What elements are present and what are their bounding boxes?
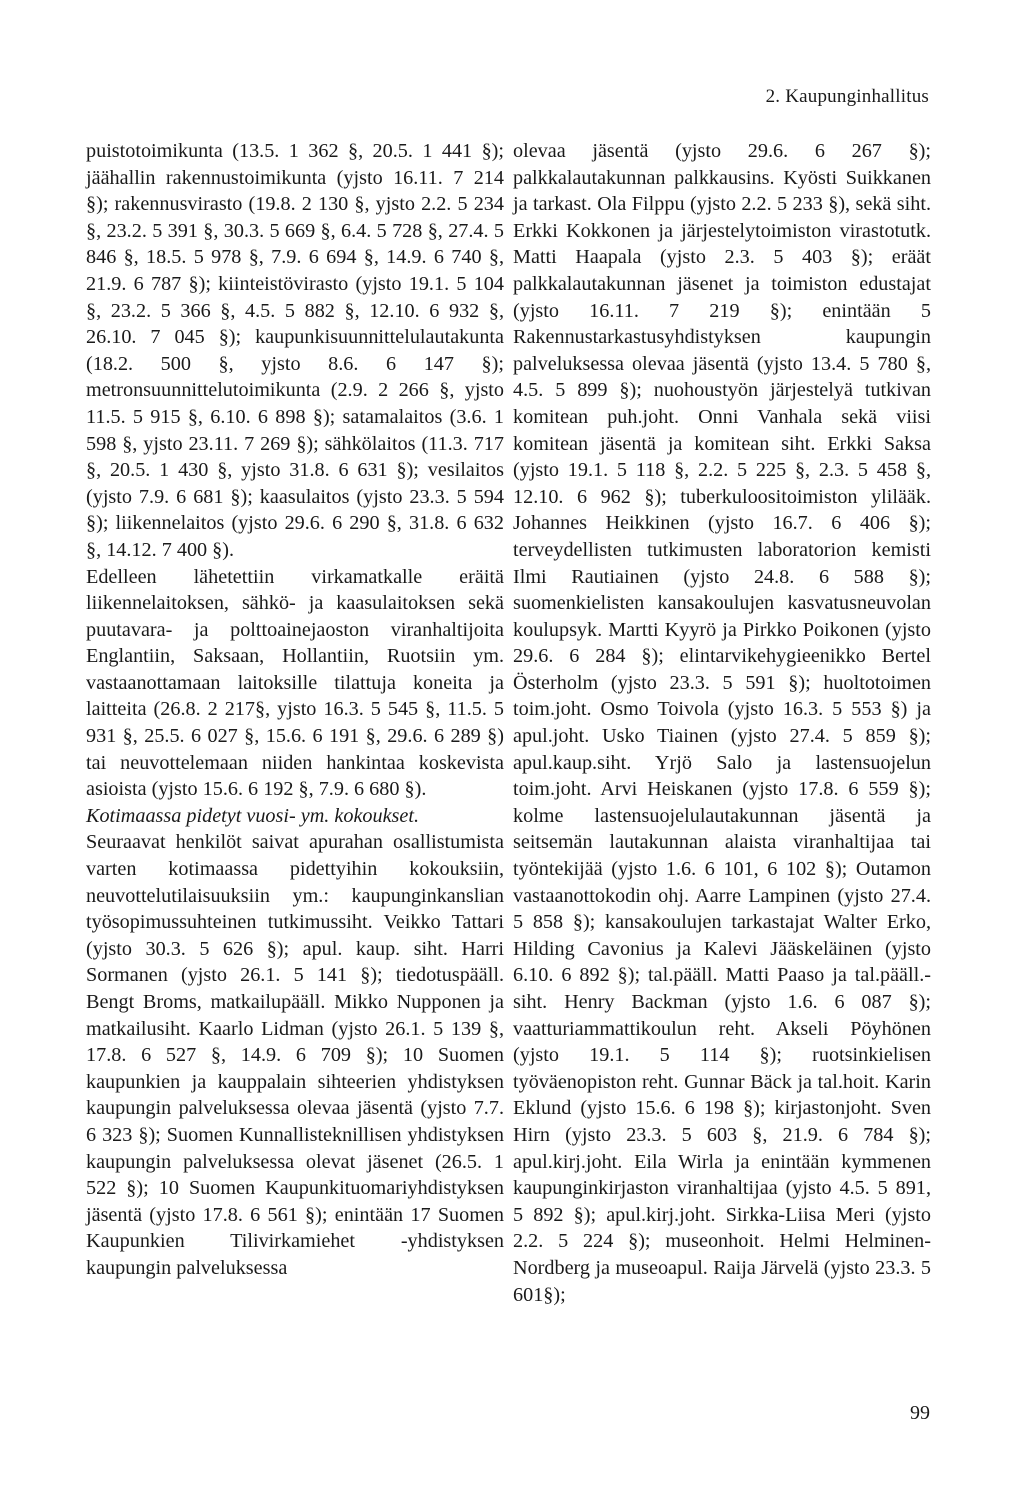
paragraph-grants-continued: olevaa jäsentä (yjsto 29.6. 6 267 §); palkkalautakunnan palkkausins. Kyösti Suikkanen ja tarkast. Ola Filppu (yjsto 2.2. 5 233 §), sekä siht. Erkki Kokkonen ja järjestelytoimiston virastotutk. Matti Haapala (yjsto 2.3. 5 403 §); eräät palkkalautakunnan jäsenet ja toimiston edustajat (yjsto 16.11. 7 219 §); enintään 5 Rakennustarkastusyhdistyksen kaupungin palveluksessa olevaa jäsentä (yjsto 13.4. 5 780 §, 4.5. 5 899 §); nuohoustyön järjestelyä tutkivan komitean puh.joht. Onni Vanhala sekä viisi komitean jäsentä ja komitean siht. Erkki Saksa (yjsto 19.1. 5 118 §, 2.2. 5 225 §, 2.3. 5 458 §, 12.10. 6 962 §); tuberkuloositoimiston ylilääk. Johannes Heikkinen (yjsto 16.7. 6 406 §); terveydellisten tutkimusten laboratorion kemisti Ilmi Rautiainen (yjsto 24.8. 6 588 §); suomenkielisten kansakoulujen kasvatusneuvolan koulupsyk. Martti Kyyrö ja Pirkko Poikonen (yjsto 29.6. 6 284 §); elintarvikehygieenikko Bertel Österholm (yjsto 23.3. 5 591 §); huoltotoimen toim.joht. Osmo Toivola (yjsto 16.3. 5 553 §) ja apul.joht. Usko Tiainen (yjsto 27.4. 5 859 §); apul.kaup.siht. Yrjö Salo ja lastensuojelun toim.joht. Arvi Heiskanen (yjsto 17.8. 6 559 §); kolme lastensuojelulautakunnan jäsentä ja seitsemän lautakunnan alaista viranhaltijaa tai työntekijää (yjsto 1.6. 6 101, 6 102 §); Outamon vastaanottokodin ohj. Aarre Lampinen (yjsto 27.4. 5 858 §); kansakoulujen tarkastajat Walter Erko, Hilding Cavonius ja Kalevi Jääskeläinen (yjsto 6.10. 6 892 §); tal.pääll. Matti Paaso ja tal.pääll.-siht. Henry Backman (yjsto 1.6. 6 087 §); vaatturiammattikoulun reht. Akseli Pöyhönen (yjsto 19.1. 5 114 §); ruotsinkielisen työväenopiston reht. Gunnar Bäck ja tal.hoit. Karin Eklund (yjsto 15.6. 6 198 §); kirjastonjoht. Sven Hirn (yjsto 23.3. 5 603 §, 21.9. 6 784 §); apul.kirj.joht. Eila Wirla ja enintään kymmenen kaupunginkirjaston viranhaltijaa (yjsto 4.5. 5 891, 5 892 §); apul.kirj.joht. Sirkka-Liisa Meri (yjsto 2.2. 5 224 §); museonhoit. Helmi Helminen-Nordberg ja museoapul. Raija Järvelä (yjsto 23.3. 5 601§); [513, 140, 931, 1306]
paragraph-grants: Seuraavat henkilöt saivat apurahan osallistumista varten kotimaassa pidettyihin kokouksiin, neuvottelutilaisuuksiin ym.: kaupunginkanslian työsopimussuhteinen tutkimussiht. Veikko Tattari (yjsto 30.3. 5 626 §); apul. kaup. siht. Harri Sormanen (yjsto 26.1. 5 141 §); tiedotuspääll. Bengt Broms, matkailupääll. Mikko Nupponen ja matkailusiht. Kaarlo Lidman (yjsto 26.1. 5 139 §, 17.8. 6 527 §, 14.9. 6 709 §); 10 Suomen kaupunkien ja kauppalain sihteerien yhdistyksen kaupungin palveluksessa olevaa jäsentä (yjsto 7.7. 6 323 §); Suomen Kunnallisteknillisen yhdistyksen kaupungin palveluksessa olevat jäsenet (26.5. 1 522 §); 10 Suomen Kaupunkituomariyhdistyksen jäsentä (yjsto 17.8. 6 561 §); enintään 17 Suomen Kaupunkien Tilivirkamiehet -yhdistyksen kaupungin palveluksessa [86, 831, 504, 1279]
page-number: 99 [910, 1402, 930, 1424]
paragraph-boards-and-offices: puistotoimikunta (13.5. 1 362 §, 20.5. 1 441 §); jäähallin rakennustoimikunta (yjsto 16.11. 7 214 §); rakennusvirasto (19.8. 2 130 §, yjsto 2.2. 5 234 §, 23.2. 5 391 §, 30.3. 5 669 §, 6.4. 5 728 §, 27.4. 5 846 §, 18.5. 5 978 §, 7.9. 6 694 §, 14.9. 6 740 §, 21.9. 6 787 §); kiinteistövirasto (yjsto 19.1. 5 104 §, 23.2. 5 366 §, 4.5. 5 882 §, 12.10. 6 932 §, 26.10. 7 045 §); kaupunkisuunnittelulautakunta (18.2. 500 §, yjsto 8.6. 6 147 §); metronsuunnittelutoimikunta (2.9. 2 266 §, yjsto 11.5. 5 915 §, 6.10. 6 898 §); satamalaitos (3.6. 1 598 §, yjsto 23.11. 7 269 §); sähkölaitos (11.3. 717 §, 20.5. 1 430 §, yjsto 31.8. 6 631 §); vesilaitos (yjsto 7.9. 6 681 §); kaasulaitos (yjsto 23.3. 5 594 §); liikennelaitos (yjsto 29.6. 6 290 §, 31.8. 6 632 §, 14.12. 7 400 §). [86, 140, 504, 561]
running-head: 2. Kaupunginhallitus [765, 86, 929, 107]
subheading-text: Kotimaassa pidetyt vuosi- ym. kokoukset. [86, 804, 420, 827]
section-heading-meetings [86, 803, 504, 830]
right-column [513, 138, 931, 1308]
paragraph-equipment-trips: Edelleen lähetettiin virkamatkalle eräitä liikennelaitoksen, sähkö- ja kaasulaitoksen sekä puutavara- ja polttoainejaoston viranhaltijoita Englantiin, Saksaan, Hollantiin, Ruotsiin ym. vastaanottamaan laitoksille tilattuja koneita ja laitteita (26.8. 2 217§, yjsto 16.3. 5 545 §, 11.5. 5 931 §, 25.5. 6 027 §, 15.6. 6 191 §, 29.6. 6 289 §) tai neuvottelemaan niiden hankintaa koskevista asioista (yjsto 15.6. 6 192 §, 7.9. 6 680 §). [86, 565, 504, 801]
left-column [86, 138, 504, 1282]
